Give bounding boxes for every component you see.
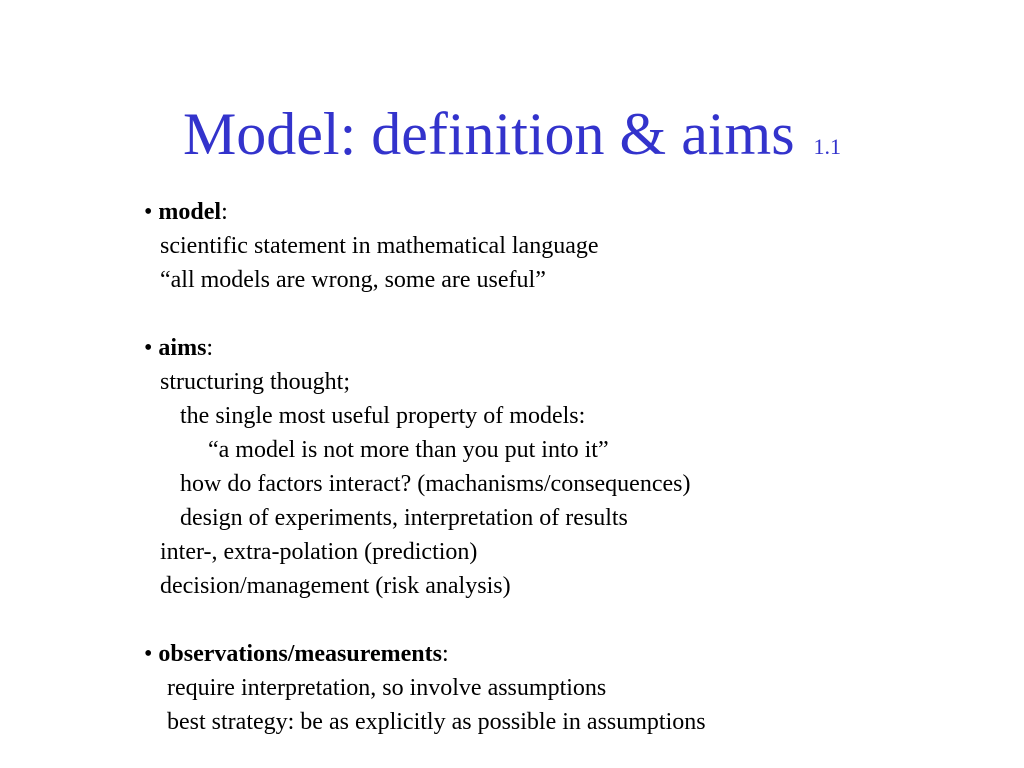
section-aims-line: inter-, extra-polation (prediction) bbox=[160, 539, 478, 565]
section-aims-line: the single most useful property of models: bbox=[180, 403, 586, 429]
bullet-marker: • bbox=[144, 199, 159, 225]
section-heading-colon: : bbox=[206, 335, 214, 361]
section-observations-line: require interpretation, so involve assumptions bbox=[167, 675, 607, 701]
section-aims-line: structuring thought; bbox=[160, 369, 350, 395]
section-model-heading bbox=[144, 197, 228, 227]
slide-number: 1.1 bbox=[813, 134, 842, 159]
section-model-line: scientific statement in mathematical language bbox=[160, 233, 599, 259]
section-observations-line: best strategy: be as explicitly as possible in assumptions bbox=[167, 709, 706, 735]
section-heading-text: observations/measurements bbox=[158, 641, 442, 667]
section-aims-line: decision/management (risk analysis) bbox=[160, 573, 511, 599]
section-heading-text: aims bbox=[158, 335, 207, 361]
section-heading-text: model bbox=[158, 199, 222, 225]
section-heading-colon: : bbox=[221, 199, 228, 225]
section-observations-heading bbox=[144, 639, 449, 669]
section-model-line: “all models are wrong, some are useful” bbox=[160, 267, 546, 293]
section-aims-line: how do factors interact? (machanisms/consequences) bbox=[180, 471, 691, 497]
section-heading-colon: : bbox=[441, 641, 449, 667]
slide-title bbox=[0, 98, 1024, 183]
bullet-marker: • bbox=[144, 335, 159, 361]
slide-title-text: Model: definition & aims bbox=[182, 101, 795, 167]
bullet-marker: • bbox=[144, 641, 159, 667]
section-aims-quote: “a model is not more than you put into it” bbox=[208, 437, 609, 463]
section-aims-line: design of experiments, interpretation of results bbox=[180, 505, 628, 531]
section-aims-heading bbox=[144, 333, 213, 363]
